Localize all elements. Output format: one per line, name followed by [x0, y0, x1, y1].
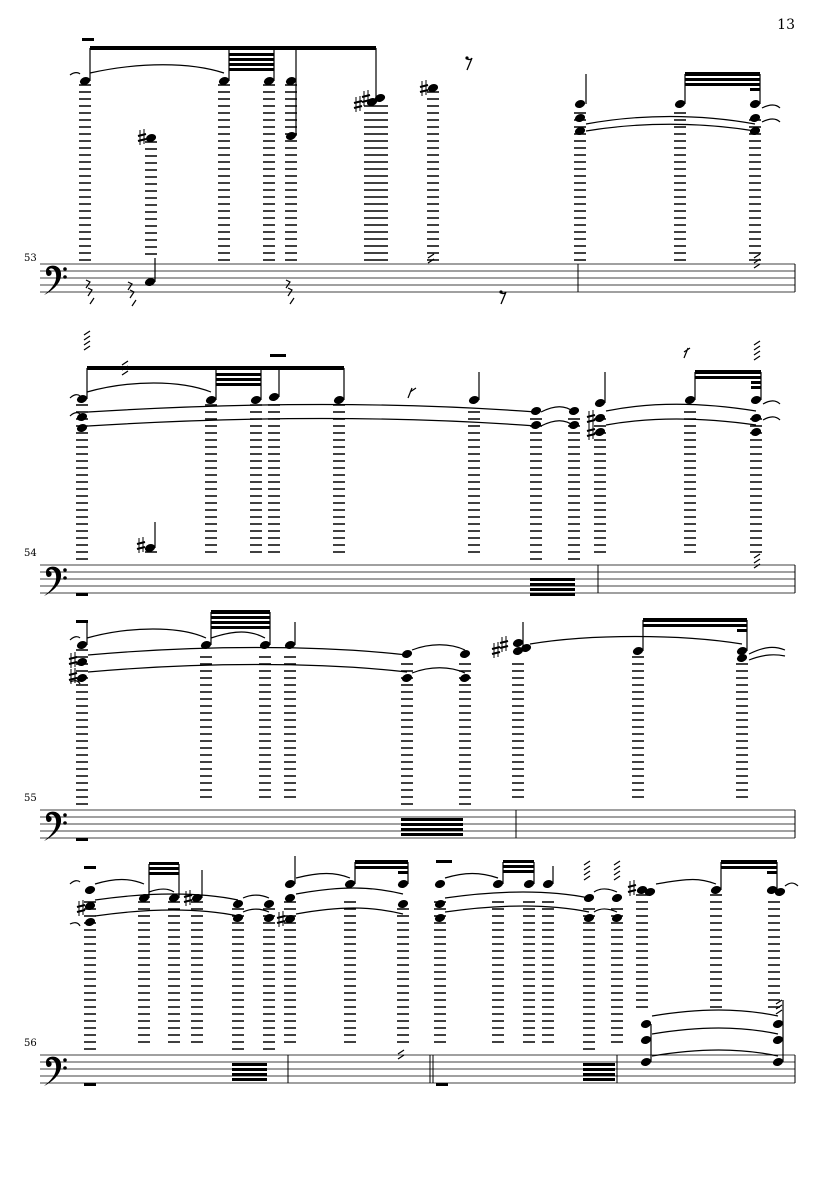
notes-53: [70, 38, 780, 306]
bass-clef-icon: [44, 1057, 67, 1086]
system-53: [40, 38, 795, 306]
staff-lines: [40, 264, 795, 292]
bass-clef-icon: [44, 266, 67, 295]
measure-number-56: 56: [24, 1038, 37, 1049]
measure-number-53: 53: [24, 253, 37, 264]
measure-number-55: 55: [24, 793, 37, 804]
bass-clef-icon: [44, 567, 67, 596]
system-55: [40, 610, 795, 841]
system-56: [40, 856, 798, 1086]
page-number: 13: [777, 17, 795, 33]
measure-number-54: 54: [24, 548, 37, 559]
system-54: [40, 331, 795, 596]
bass-clef-icon: [44, 812, 67, 841]
